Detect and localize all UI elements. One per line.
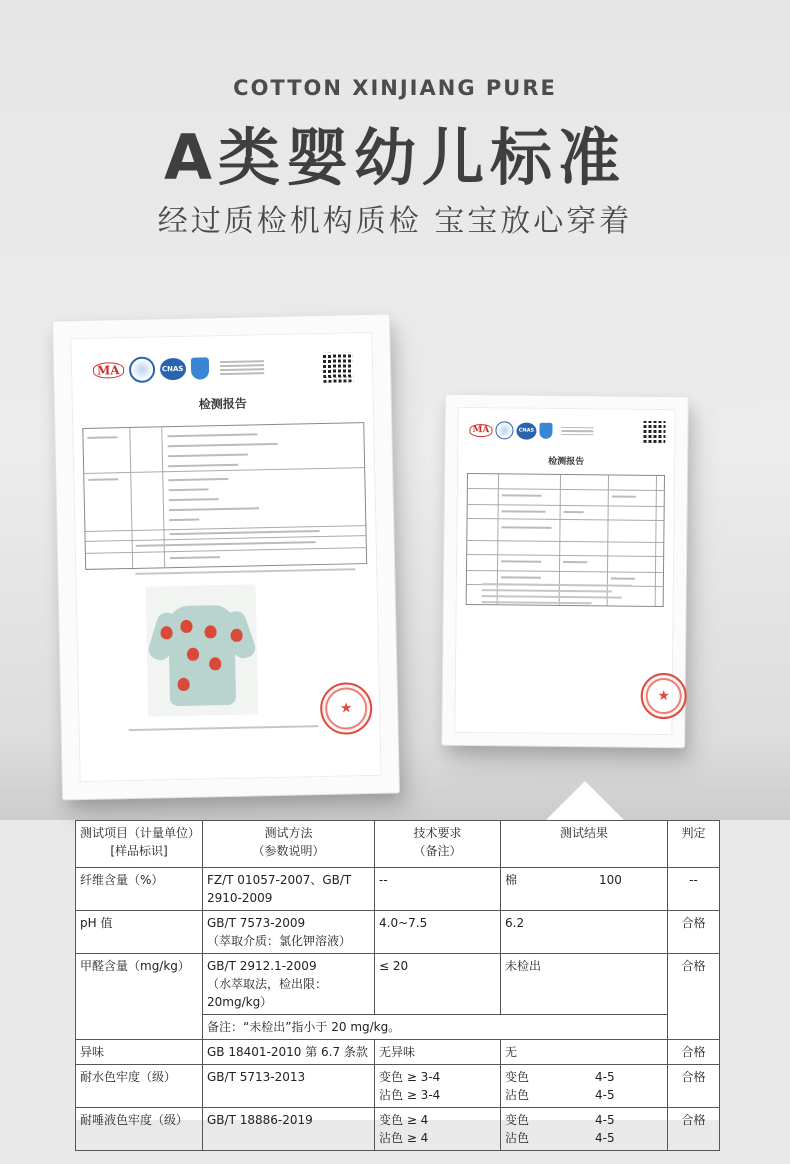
water-method: GB/T 5713-2013 [203, 1065, 375, 1108]
odor-requirement: 无异味 [375, 1040, 501, 1065]
header-requirement [375, 821, 501, 868]
odor-judgment: 合格 [668, 1040, 720, 1065]
certification-logos [93, 354, 264, 384]
saliva-res1-label: 变色 [505, 1113, 530, 1127]
report-title-small: 检测报告 [548, 456, 585, 468]
saliva-res2-value: 4-5 [595, 1131, 615, 1145]
water-req-color-change: 变色 ≥ 3-4 [379, 1070, 441, 1084]
saliva-res2-label: 沾色 [505, 1131, 530, 1145]
ilac-logo-icon [495, 421, 513, 439]
ma-logo-icon: MA [93, 362, 124, 379]
ph-requirement: 4.0~7.5 [375, 911, 501, 954]
fiber-result [501, 868, 668, 911]
signature-lines [129, 725, 329, 735]
header-method [203, 821, 375, 868]
header-method-line1: 测试方法 [264, 826, 313, 840]
formaldehyde-note: 备注：“未检出”指小于 20 mg/kg。 [203, 1015, 668, 1040]
table-row [76, 1108, 720, 1151]
water-judgment: 合格 [668, 1065, 720, 1108]
test-results-panel [75, 820, 719, 1145]
fiber-result-value: 100 [599, 873, 622, 887]
header-requirement-line2: （备注） [413, 844, 462, 858]
certification-logos-small [469, 421, 593, 440]
ma-logo-icon: MA [469, 423, 492, 436]
saliva-req-color-change: 变色 ≥ 4 [379, 1113, 429, 1127]
test-results-table [75, 820, 720, 1151]
water-res2-value: 4-5 [595, 1088, 615, 1102]
formaldehyde-requirement: ≤ 20 [375, 954, 501, 1015]
official-seal-icon: ★ [320, 682, 373, 735]
fiber-judgment: -- [668, 868, 720, 911]
saliva-result [501, 1108, 668, 1151]
formaldehyde-method-note: （水萃取法，检出限：20mg/kg） [207, 977, 328, 1009]
ph-method-note: （萃取介质：氯化钾溶液） [207, 934, 352, 948]
cnas-logo-icon: CNAS [159, 358, 185, 381]
certificate-paper-small [454, 407, 675, 735]
formaldehyde-result: 未检出 [501, 954, 668, 1015]
ph-method-standard: GB/T 7573-2009 [207, 916, 306, 930]
water-req-staining: 沾色 ≥ 3-4 [379, 1088, 441, 1102]
header-item-line1: 测试项目（计量单位） [80, 826, 201, 840]
saliva-req-staining: 沾色 ≥ 4 [379, 1131, 429, 1145]
water-res2-label: 沾色 [505, 1088, 530, 1102]
saliva-method: GB/T 18886-2019 [203, 1108, 375, 1151]
table-row [76, 911, 720, 954]
water-requirement [375, 1065, 501, 1108]
fiber-item: 纤维含量（%） [76, 868, 203, 911]
lab-contact-lines [561, 427, 593, 436]
tagline: 经过质检机构质检 宝宝放心穿着 [157, 204, 633, 239]
header-judgment: 判定 [668, 821, 720, 868]
table-row [76, 868, 720, 911]
odor-item: 异味 [76, 1040, 203, 1065]
formaldehyde-method-standard: GB/T 2912.1-2009 [207, 959, 317, 973]
sample-garment-photo [146, 584, 259, 716]
header-method-line2: （参数说明） [252, 844, 325, 858]
certificate-frame-small [442, 395, 688, 748]
water-item: 耐水色牢度（级） [76, 1065, 203, 1108]
ph-judgment: 合格 [668, 911, 720, 954]
water-result [501, 1065, 668, 1108]
header-requirement-line1: 技术要求 [413, 826, 462, 840]
header-item-line2: [样品标识] [110, 844, 168, 858]
report-title: 检测报告 [198, 396, 247, 412]
report-info-table [82, 422, 367, 570]
certificate-frame-large [53, 315, 399, 800]
formaldehyde-judgment: 合格 [668, 954, 720, 1040]
certificate-paper [70, 332, 381, 782]
table-row [76, 954, 720, 1015]
verify-shield-icon [190, 357, 208, 379]
formaldehyde-method [203, 954, 375, 1015]
header-item [76, 821, 203, 868]
table-row [76, 1065, 720, 1108]
saliva-item: 耐唾液色牢度（级） [76, 1108, 203, 1151]
saliva-requirement [375, 1108, 501, 1151]
qr-code-icon [323, 352, 354, 383]
official-seal-icon: ★ [640, 673, 686, 719]
water-res1-value: 4-5 [595, 1070, 615, 1084]
verify-shield-icon [539, 423, 552, 439]
ph-result: 6.2 [501, 911, 668, 954]
header-result: 测试结果 [501, 821, 668, 868]
pointer-notch [545, 781, 625, 821]
ilac-logo-icon [128, 356, 155, 383]
ph-item: pH 值 [76, 911, 203, 954]
lab-contact-lines [219, 360, 263, 375]
report-notes-small [482, 583, 642, 609]
fiber-method: FZ/T 01057-2007、GB/T 2910-2009 [203, 868, 375, 911]
saliva-res1-value: 4-5 [595, 1113, 615, 1127]
fiber-requirement: -- [375, 868, 501, 911]
table-header-row [76, 821, 720, 868]
table-row [76, 1040, 720, 1065]
odor-method: GB 18401-2010 第 6.7 条款 [203, 1040, 375, 1065]
odor-result: 无 [501, 1040, 668, 1065]
cnas-logo-icon: CNAS [516, 422, 536, 439]
formaldehyde-item: 甲醛含量（mg/kg） [76, 954, 203, 1040]
qr-code-icon [643, 421, 665, 443]
water-res1-label: 变色 [505, 1070, 530, 1084]
report-remark [135, 568, 355, 579]
ph-method [203, 911, 375, 954]
saliva-judgment: 合格 [668, 1108, 720, 1151]
page-title: A类婴幼儿标准 [164, 121, 626, 194]
english-subtitle: COTTON XINJIANG PURE [233, 76, 557, 100]
fiber-result-label: 棉 [505, 873, 518, 887]
